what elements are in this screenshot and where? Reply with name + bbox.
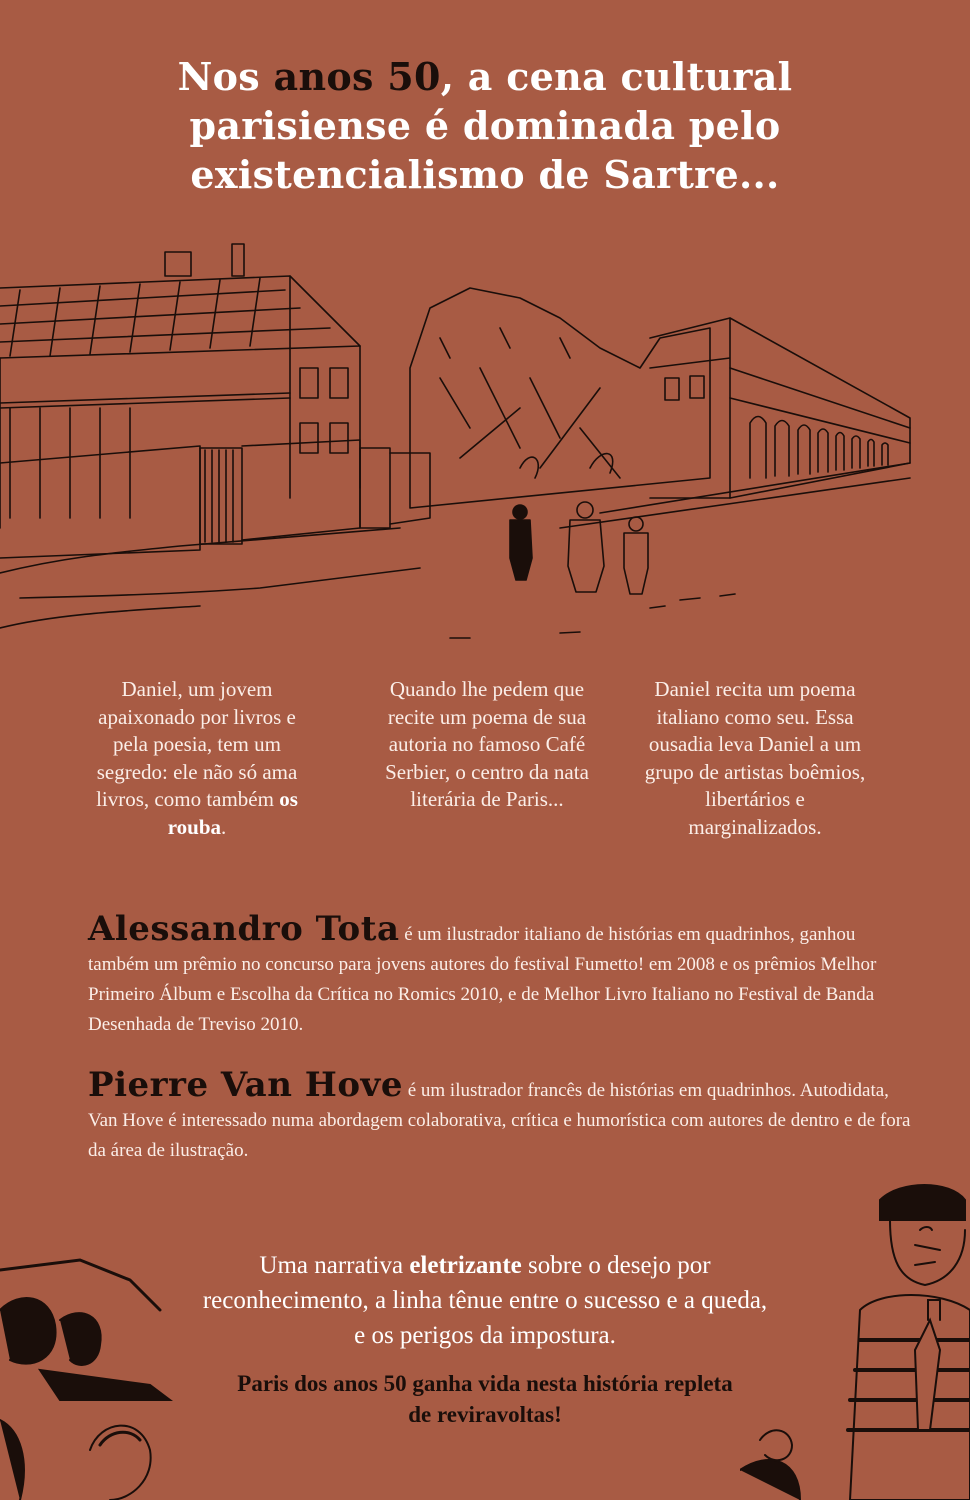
walking-figures: [510, 502, 648, 594]
author-bio-tota: [88, 909, 918, 1040]
synopsis-1-text: Daniel, um jovem apaixonado por livros e pela poesia, tem um segredo: ele não só ama livros, como também: [96, 677, 298, 811]
headline-part2: , a cena cultural parisiense é dominada pelo existencialismo de Sartre...: [189, 54, 793, 197]
tagline-start: Uma narrativa: [259, 1252, 410, 1279]
garden-wall: [0, 440, 430, 558]
headline-part1: Nos: [177, 54, 274, 99]
left-figures-illustration: [0, 1250, 190, 1500]
tagline-end: sobre o desejo por reconhecimento, a linha tênue entre o sucesso e a queda, e os perigos da impostura.: [202, 1252, 768, 1349]
closing-line: Paris dos anos 50 ganha vida nesta história repleta de reviravoltas!: [237, 1371, 733, 1427]
headline-accent: anos 50: [273, 54, 441, 99]
author-name-vanhove: Pierre Van Hove: [88, 1065, 403, 1105]
headline: [120, 52, 850, 199]
synopsis-column-3: Daniel recita um poema italiano como seu. Essa ousadia leva Daniel a um grupo de artistas boêmios, libertários e marginalizados.: [644, 677, 866, 839]
synopsis-column-2: Quando lhe pedem que recite um poema de sua autoria no famoso Café Serbier, o centro da nata literária de Paris...: [385, 677, 589, 811]
author-bio-tota-text: é um ilustrador italiano de histórias em quadrinhos, ganhou também um prêmio no concurso para jovens autores do festival Fumetto! em 2008 e os prêmios Melhor Primeiro Álbum e Escolha da Crítica no Romics 2010, e de Melhor Livro Italiano no Festival de Banda Desenhada de Treviso 2010.: [88, 924, 877, 1035]
author-bio-vanhove-text: é um ilustrador francês de histórias em quadrinhos. Autodidata, Van Hove é interessado numa abordagem colaborativa, crítica e humorística com autores de dentro e de fora da área de ilustração.: [88, 1080, 911, 1161]
arcade-building: [650, 318, 910, 498]
tagline-emphasis: eletrizante: [409, 1252, 522, 1279]
author-name-tota: Alessandro Tota: [88, 909, 400, 949]
synopsis-1-end: .: [221, 814, 227, 839]
synopsis-1-emphasis: os rouba: [167, 787, 298, 839]
right-figure-illustration: [740, 1170, 970, 1500]
synopsis-column-1: [82, 676, 312, 841]
tagline: [200, 1248, 770, 1353]
author-bio-vanhove: [88, 1065, 918, 1166]
left-house: [0, 244, 360, 528]
street-illustration: [0, 228, 970, 668]
